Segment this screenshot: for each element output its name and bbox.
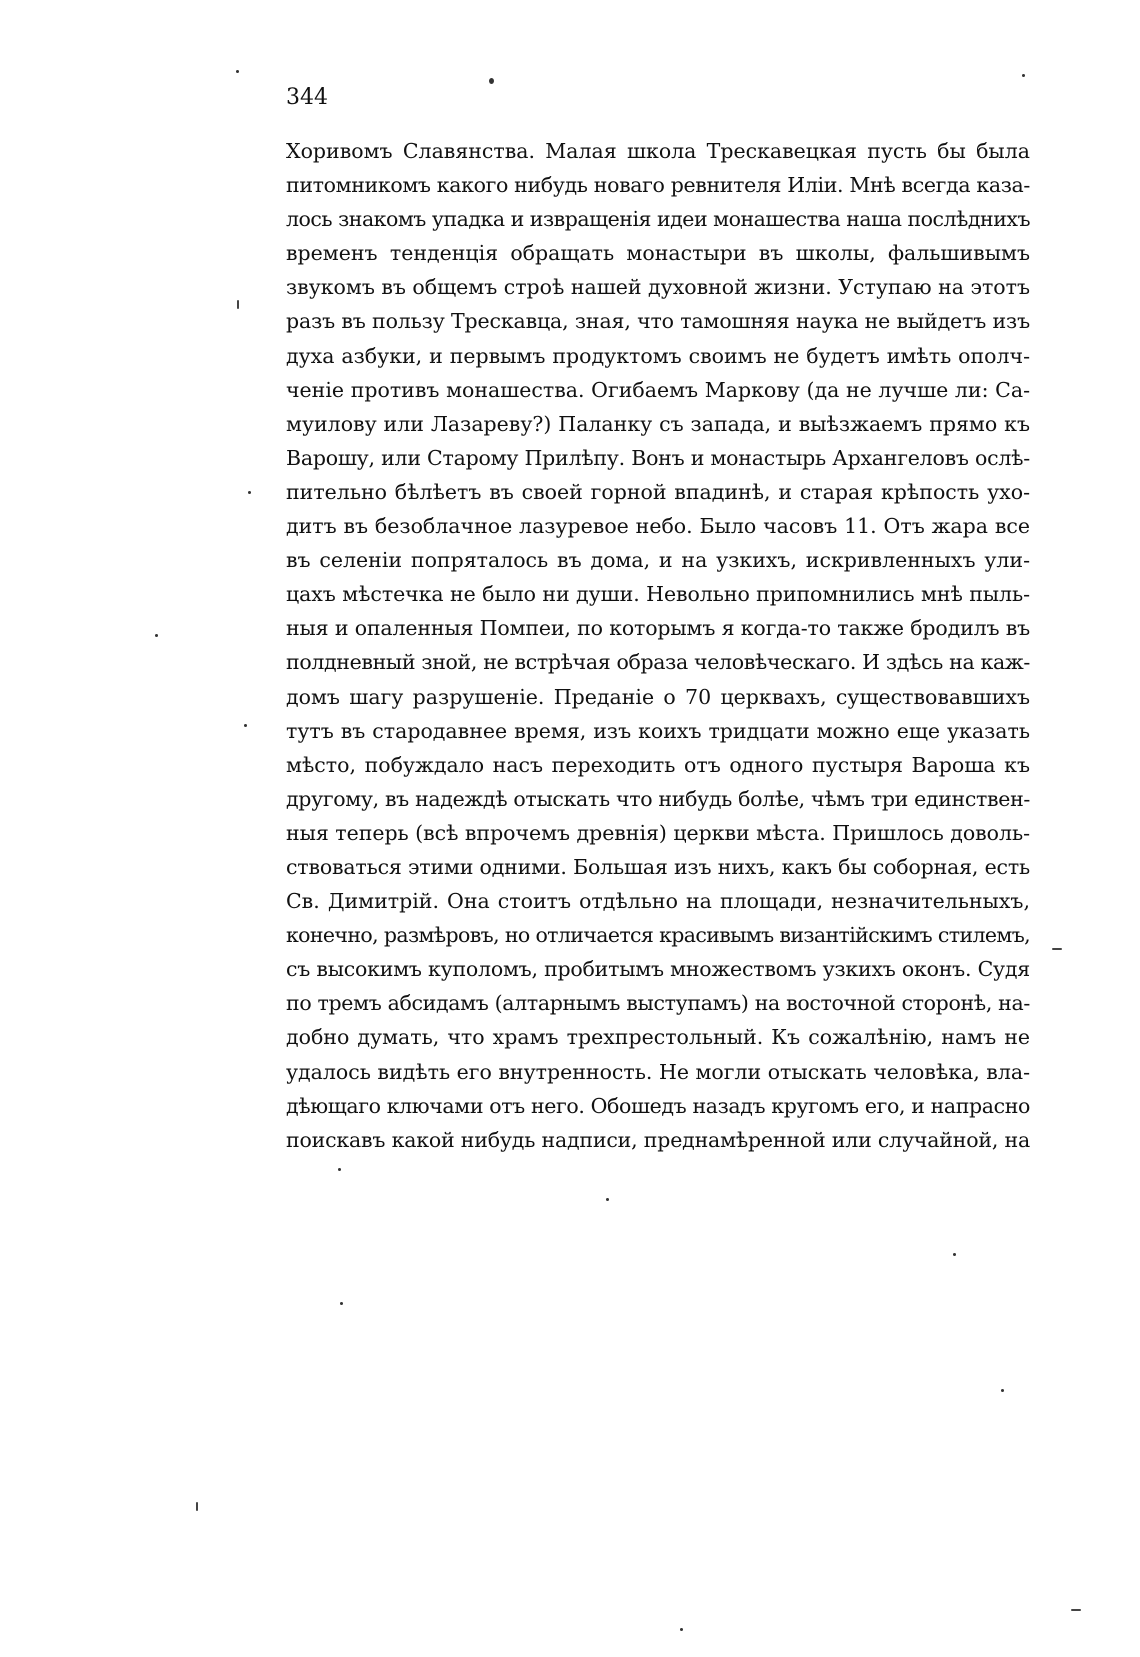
scan-speck [606,1198,609,1201]
text-line: Св. Димитрій. Она стоитъ отдѣльно на площади, незначительныхъ, [286,889,1030,914]
text-line: поискавъ какой нибудь надписи, преднамѣренной или случайной, на [286,1127,1030,1152]
text-line: ныя теперь (всѣ впрочемъ древнія) церкви мѣста. Пришлось доволь- [286,820,1030,845]
text-line: ченіе противъ монашества. Огибаемъ Маркову (да не лучше ли: Са- [286,377,1030,402]
text-line: полдневный зной, не встрѣчая образа человѣческаго. И здѣсь на каж- [286,650,1030,675]
scan-speck [236,70,239,73]
text-line: временъ тенденція обращать монастыри въ школы, фальшивымъ [286,241,1030,266]
text-line: пительно бѣлѣетъ въ своей горной впадинѣ, и старая крѣпость ухо- [286,479,1030,504]
text-line: Варошу, или Старому Прилѣпу. Вонъ и монастырь Архангеловъ ослѣ- [286,445,1030,470]
text-line: ствоваться этими одними. Большая изъ нихъ, какъ бы соборная, есть [286,854,1030,879]
scan-speck [248,491,251,494]
text-line: тутъ въ стародавнее время, изъ коихъ тридцати можно еще указать [286,718,1030,743]
body-text [286,134,1030,1157]
text-line: питомникомъ какого нибудь новаго ревнителя Иліи. Мнѣ всегда каза- [286,173,1030,198]
scan-speck [196,1502,198,1511]
text-line: домъ шагу разрушеніе. Преданіе о 70 церквахъ, существовавшихъ [286,684,1030,709]
text-line: разъ въ пользу Трескавца, зная, что тамошняя наука не выйдетъ изъ [286,309,1030,334]
scan-speck [1001,1389,1004,1392]
text-line: ныя и опаленныя Помпеи, по которымъ я когда-то также бродилъ въ [286,616,1030,641]
text-line: добно думать, что храмъ трехпрестольный. Къ сожалѣнію, намъ не [286,1025,1030,1050]
scan-speck [237,300,239,309]
scan-speck [155,634,158,637]
scan-speck [489,78,494,84]
text-line: Хоривомъ Славянства. Малая школа Трескавецкая пусть бы была [286,139,1030,163]
text-line: дитъ въ безоблачное лазуревое небо. Было часовъ 11. Отъ жара все [286,514,1030,539]
scan-speck [1022,74,1025,77]
text-line: звукомъ въ общемъ строѣ нашей духовной жизни. Уступаю на этотъ [286,275,1030,300]
text-line: духа азбуки, и первымъ продуктомъ своимъ не будетъ имѣть ополч- [286,343,1030,368]
text-line: лось знакомъ упадка и извращенія идеи монашества наша послѣднихъ [286,207,1030,232]
text-line: другому, въ надеждѣ отыскать что нибудь болѣе, чѣмъ три единствен- [286,786,1030,811]
text-line: мѣсто, побуждало насъ переходить отъ одного пустыря Вароша къ [286,752,1030,777]
text-line: цахъ мѣстечка не было ни души. Невольно припомнились мнѣ пыль- [286,582,1030,607]
page-number: 344 [286,85,328,110]
scan-speck [1071,1609,1081,1611]
scan-speck [244,724,247,727]
text-line: дѣющаго ключами отъ него. Обошедъ назадъ кругомъ его, и напрасно [286,1093,1030,1118]
scan-speck [953,1253,956,1256]
text-line: съ высокимъ куполомъ, пробитымъ множествомъ узкихъ оконъ. Судя [286,957,1030,982]
text-line: по тремъ абсидамъ (алтарнымъ выступамъ) на восточной сторонѣ, на- [286,991,1030,1016]
scan-speck [338,1168,341,1171]
text-line: въ селеніи попряталось въ дома, и на узкихъ, искривленныхъ ули- [286,548,1030,573]
text-line: муилову или Лазареву?) Паланку съ запада, и выѣзжаемъ прямо къ [286,411,1030,436]
text-line: конечно, размѣровъ, но отличается красивымъ византійскимъ стилемъ, [286,923,1030,948]
scan-speck [680,1628,683,1631]
text-line: удалось видѣть его внутренность. Не могли отыскать человѣка, вла- [286,1059,1030,1084]
scan-speck [340,1302,343,1305]
scan-speck [1052,948,1062,950]
